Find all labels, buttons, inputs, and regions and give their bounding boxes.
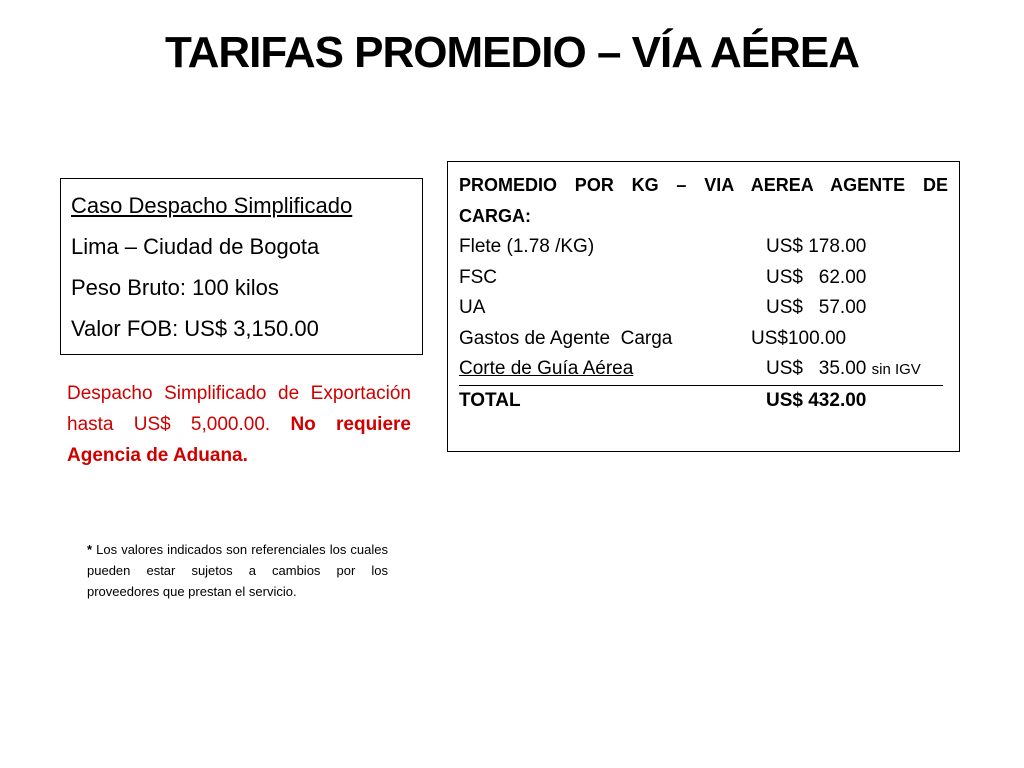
case-route: Lima – Ciudad de Bogota xyxy=(71,234,320,259)
tariff-box xyxy=(447,161,960,452)
no-customs-agency-text: No requiere Agencia de Aduana. xyxy=(67,414,411,466)
tariff-amount: US$100.00 xyxy=(751,327,847,349)
footnote-text: Los valores indicados son referenciales los cuales pueden estar sujetos a cambios por los proveedores que prestan el servicio. xyxy=(87,542,389,599)
tariff-row xyxy=(459,293,948,324)
simplified-export-text: Despacho Simplificado de Exportación hasta US$ 5,000.00. xyxy=(67,383,411,435)
page-title: TARIFAS PROMEDIO – VÍA AÉREA xyxy=(164,28,859,77)
tariff-amount: US$ 57.00 xyxy=(766,297,867,318)
simplified-export-note xyxy=(67,378,411,471)
tariff-label: Flete (1.78 /KG) xyxy=(459,236,595,257)
footnote-star: * xyxy=(87,542,93,557)
tariff-amount: US$ 178.00 xyxy=(766,236,867,257)
case-box xyxy=(60,178,423,355)
tariff-label: Corte de Guía Aérea xyxy=(459,358,634,379)
total-label: TOTAL xyxy=(459,389,521,411)
tariff-amount-with-note xyxy=(766,354,921,385)
disclaimer-footnote xyxy=(87,539,388,602)
tariff-amount: US$ 62.00 xyxy=(766,266,867,288)
tariff-row xyxy=(459,263,948,294)
tariff-label: UA xyxy=(459,297,486,318)
tax-note: sin IGV xyxy=(871,361,921,378)
tariff-label: Gastos de Agente Carga xyxy=(459,327,673,349)
tariff-amount: US$ 35.00 xyxy=(766,358,867,379)
tariff-row xyxy=(459,232,948,263)
case-weight: Peso Bruto: 100 kilos xyxy=(71,275,279,300)
tariff-label: FSC xyxy=(459,266,497,288)
case-fob-value: Valor FOB: US$ 3,150.00 xyxy=(71,316,319,341)
tariff-row xyxy=(459,354,943,386)
total-amount: US$ 432.00 xyxy=(766,389,867,411)
tariff-header: PROMEDIO POR KG – VIA AEREA AGENTE DE CARGA: xyxy=(459,175,948,226)
tariff-row xyxy=(459,324,948,355)
case-heading: Caso Despacho Simplificado xyxy=(71,193,353,218)
tariff-total-row xyxy=(459,386,948,417)
